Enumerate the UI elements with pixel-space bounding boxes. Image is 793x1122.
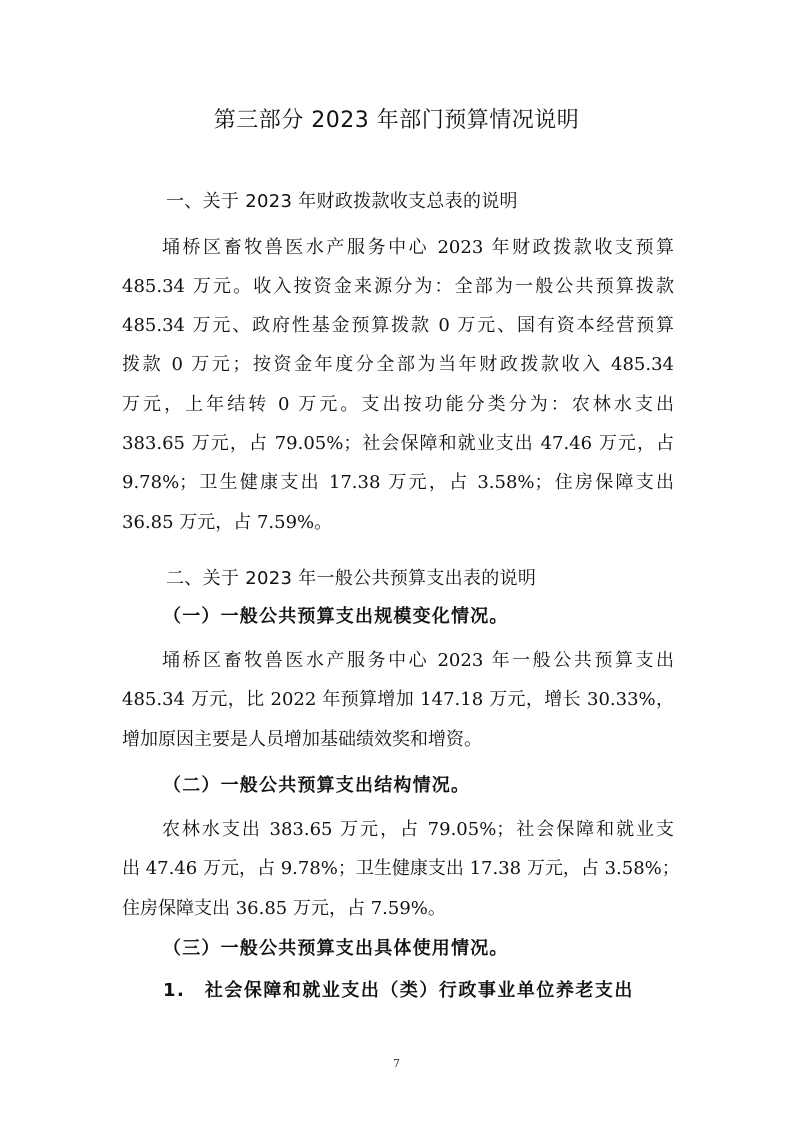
- section-1-line: 万元，上年结转 0 万元。支出按功能分类分为：农林水支出: [122, 394, 674, 415]
- subsection-1-line: 增加原因主要是人员增加基础绩效奖和增资。: [122, 729, 482, 750]
- subsection-2-line: 出 47.46 万元，占 9.78%；卫生健康支出 17.38 万元，占 3.58%；: [122, 858, 680, 879]
- subsection-3-heading: （三）一般公共预算支出具体使用情况。: [163, 938, 509, 959]
- section-2-heading: 二、关于 2023 年一般公共预算支出表的说明: [166, 568, 537, 589]
- page-title: 第三部分 2023 年部门预算情况说明: [213, 108, 580, 133]
- section-1-line: 36.85 万元，占 7.59%。: [122, 512, 333, 533]
- section-1-heading: 一、关于 2023 年财政拨款收支总表的说明: [166, 191, 518, 212]
- section-1-line: 485.34 万元。收入按资金来源分为：全部为一般公共预算拨款: [122, 276, 674, 297]
- subsection-1-heading: （一）一般公共预算支出规模变化情况。: [163, 606, 509, 627]
- page-number: 7: [393, 1057, 400, 1070]
- section-1-line: 383.65 万元，占 79.05%；社会保障和就业支出 47.46 万元，占: [122, 433, 674, 454]
- section-1-line: 埇桥区畜牧兽医水产服务中心 2023 年财政拨款收支预算: [162, 237, 674, 258]
- subsection-2-line: 住房保障支出 36.85 万元，占 7.59%。: [122, 898, 446, 919]
- subsection-1-line: 485.34 万元，比 2022 年预算增加 147.18 万元，增长 30.33%，: [122, 689, 674, 710]
- subsection-1-line: 埇桥区畜牧兽医水产服务中心 2023 年一般公共预算支出: [162, 650, 674, 671]
- section-1-line: 9.78%；卫生健康支出 17.38 万元，占 3.58%；住房保障支出: [122, 472, 674, 493]
- section-1-line: 拨款 0 万元；按资金年度分全部为当年财政拨款收入 485.34: [122, 354, 674, 375]
- subsection-2-heading: （二）一般公共预算支出结构情况。: [163, 775, 471, 796]
- subsection-2-line: 农林水支出 383.65 万元，占 79.05%；社会保障和就业支: [162, 819, 674, 840]
- section-1-line: 485.34 万元、政府性基金预算拨款 0 万元、国有资本经营预算: [122, 315, 674, 336]
- subsection-3-item-1: 1. 社会保障和就业支出（类）行政事业单位养老支出: [163, 980, 634, 1001]
